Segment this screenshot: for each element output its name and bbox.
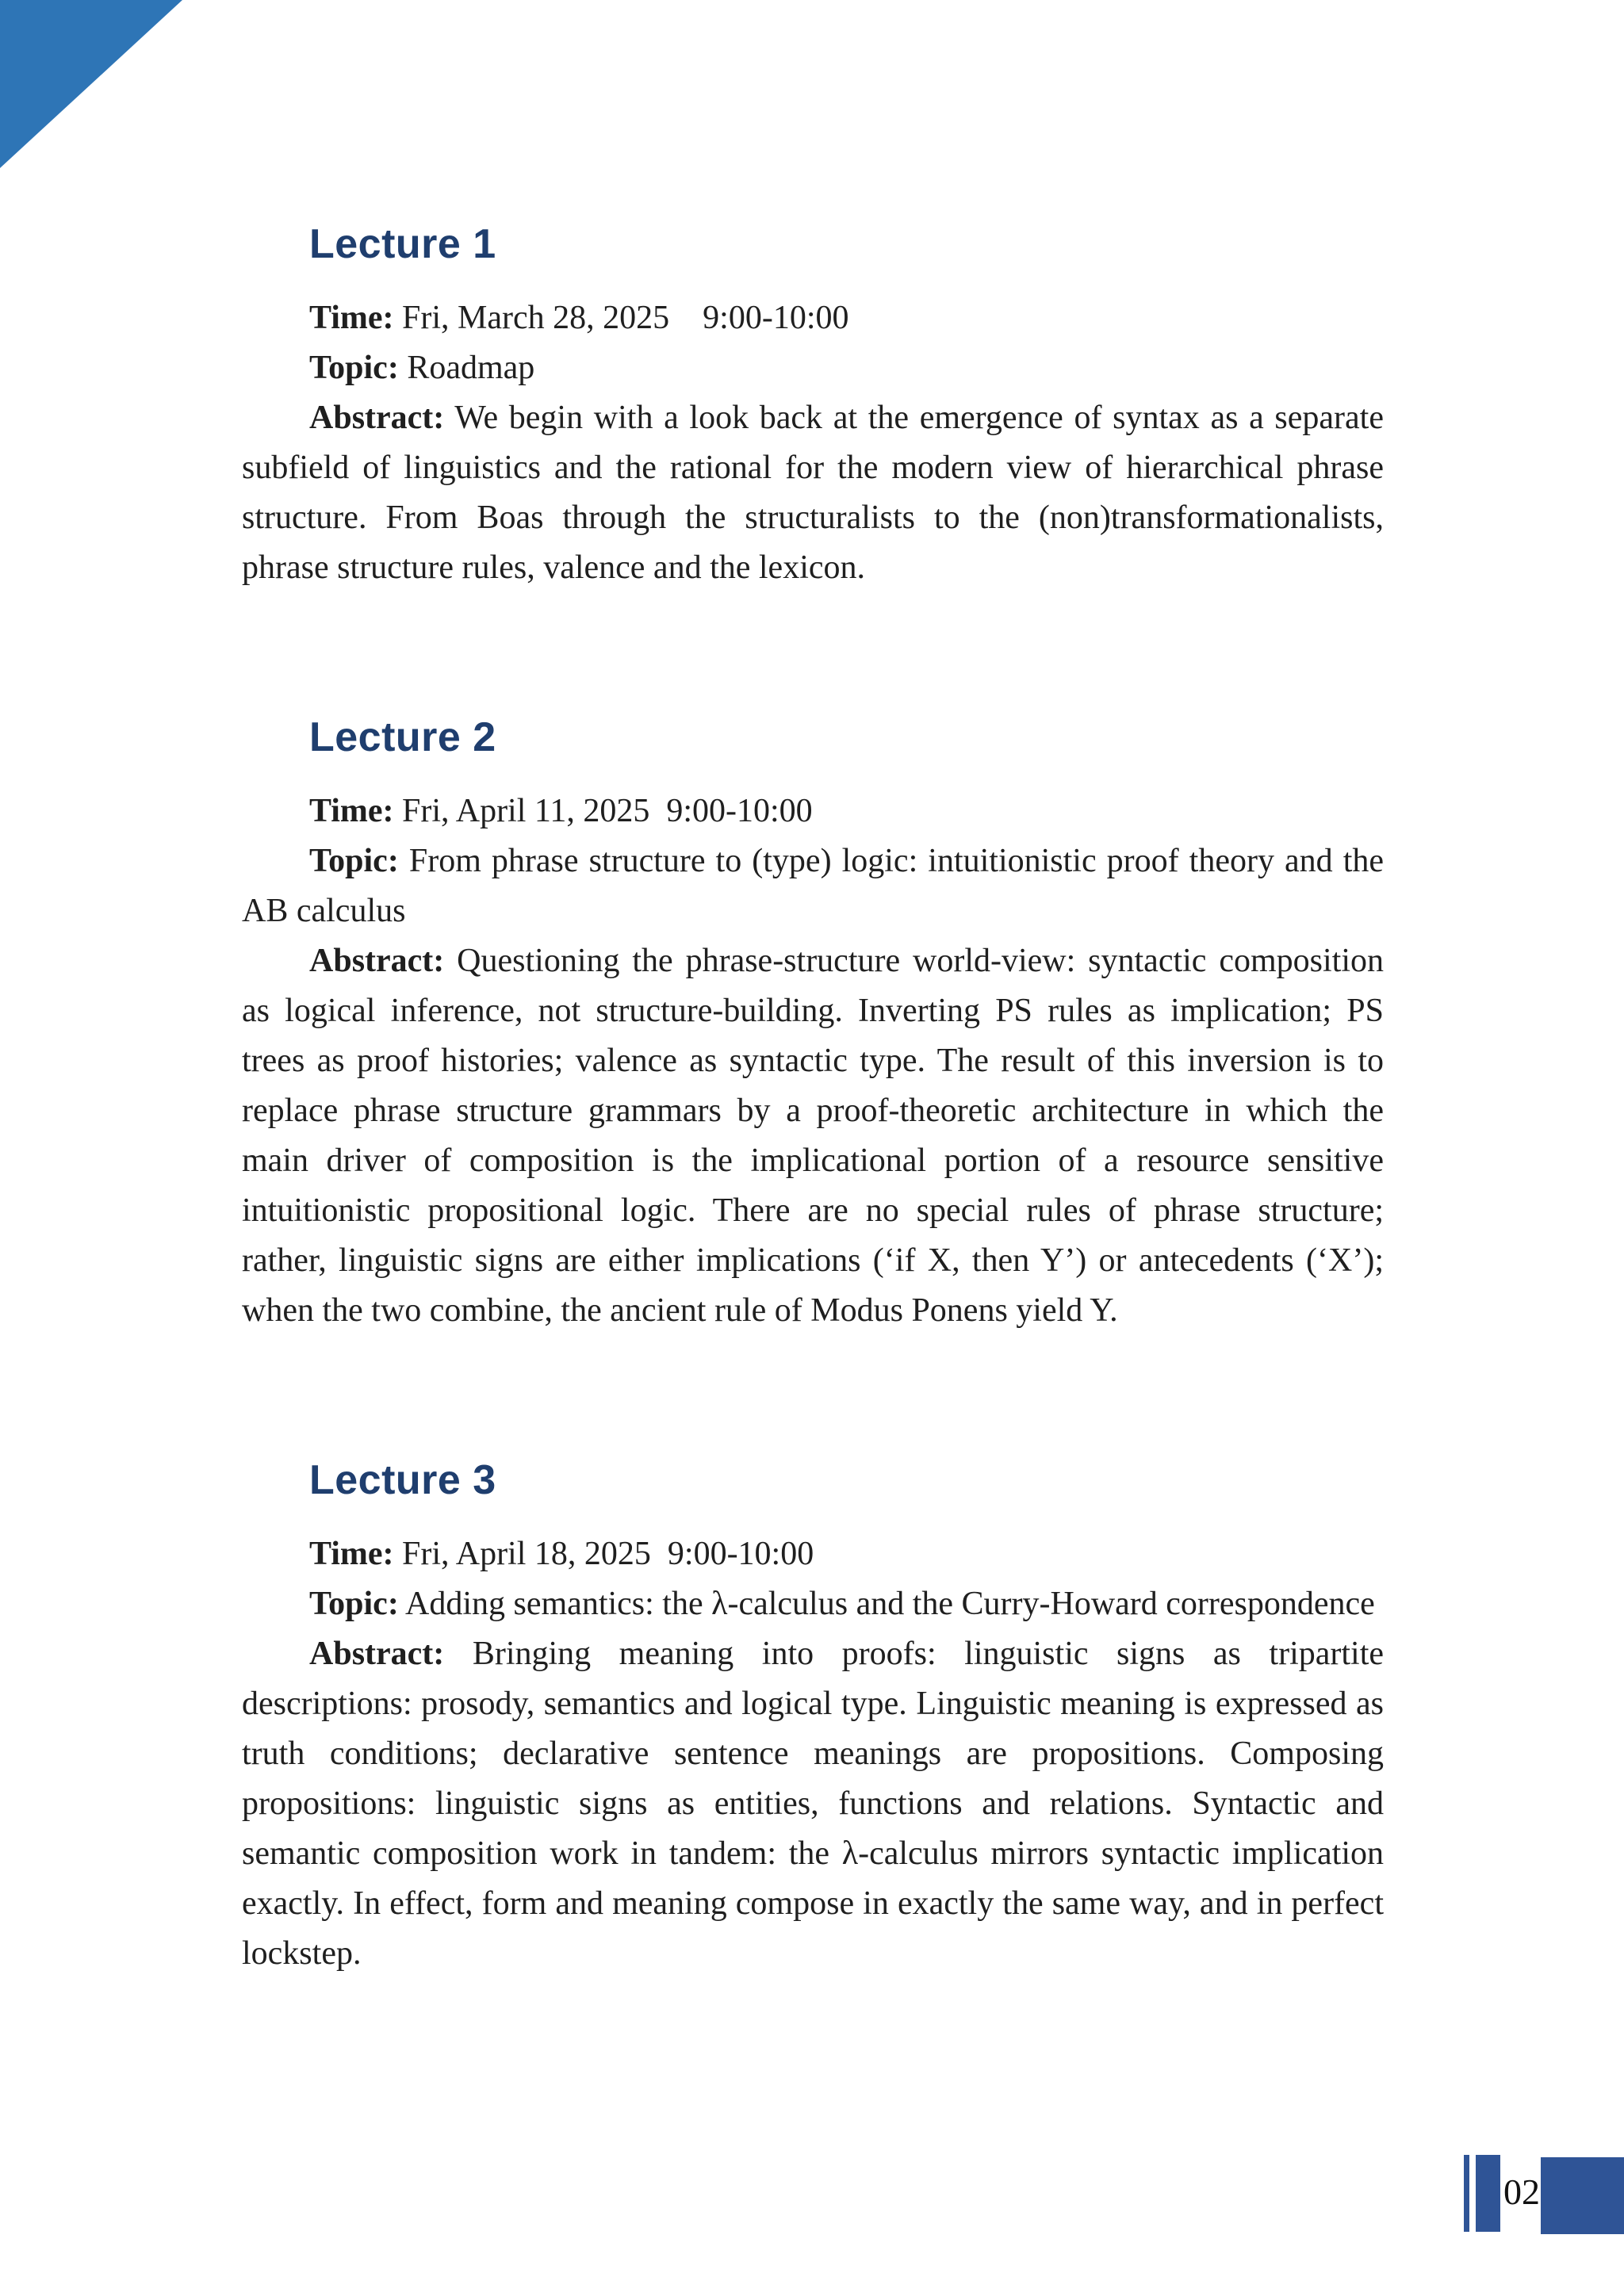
lecture-1-topic-row	[242, 343, 1384, 393]
abstract-text: Questioning the phrase-structure world-view: syntactic composition as logical inference, not structure-building. Inverting PS rules as implication; PS trees as proof histories; valence as syntactic type. The result of this inversion is to replace phrase structure grammars by a proof-theoretic architecture in which the main driver of composition is the implicational portion of a resource sensitive intuitionistic propositional logic. There are no special rules of phrase structure; rather, linguistic signs are either implications (‘if X, then Y’) or antecedents (‘X’); when the two combine, the ancient rule of Modus Ponens yield Y.	[242, 943, 1384, 1329]
time-value: Fri, March 28, 2025 9:00-10:00	[402, 300, 849, 336]
lecture-2-abstract-row	[242, 936, 1384, 1336]
footer-bar-thin	[1464, 2155, 1469, 2232]
time-label: Time:	[309, 300, 394, 336]
abstract-text: Bringing meaning into proofs: linguistic signs as tripartite descriptions: prosody, semantics and logical type. Linguistic meaning is expressed as truth conditions; declarative sentence meanings are propositions. Composing propositions: linguistic signs as entities, functions and relations. Syntactic and semantic composition work in tandem: the λ-calculus mirrors syntactic implication exactly. In effect, form and meaning compose in exactly the same way, and in perfect lockstep.	[242, 1636, 1385, 1972]
lecture-section-1	[242, 221, 1384, 593]
abstract-label: Abstract:	[309, 1636, 445, 1672]
lecture-3-abstract-row	[242, 1629, 1384, 1979]
page-number: 02	[1503, 2172, 1540, 2212]
abstract-label: Abstract:	[309, 943, 445, 979]
topic-label: Topic:	[309, 843, 399, 879]
corner-triangle-decoration	[0, 0, 182, 168]
lecture-2-time-row	[242, 786, 1384, 836]
lecture-2-title: Lecture 2	[309, 714, 496, 760]
topic-label: Topic:	[309, 1586, 399, 1622]
topic-label: Topic:	[309, 350, 399, 386]
topic-value: Adding semantics: the λ-calculus and the Curry-Howard correspondence	[405, 1586, 1375, 1622]
footer-bar-wide	[1541, 2157, 1624, 2234]
lecture-3-topic-row	[242, 1579, 1384, 1629]
topic-value: From phrase structure to (type) logic: intuitionistic proof theory and the AB calculus	[242, 843, 1384, 929]
footer-bar-medium	[1476, 2155, 1500, 2232]
time-label: Time:	[309, 793, 394, 829]
lecture-3-title: Lecture 3	[309, 1457, 496, 1503]
lecture-section-2	[242, 714, 1384, 1336]
page-content	[242, 0, 1384, 1979]
abstract-text: We begin with a look back at the emergence of syntax as a separate subfield of linguistics and the rational for the modern view of hierarchical phrase structure. From Boas through the structuralists to the (non)transformationalists, phrase structure rules, valence and the lexicon.	[242, 400, 1384, 586]
lecture-section-3	[242, 1457, 1385, 1979]
lecture-1-time-row	[242, 293, 1384, 343]
lecture-3-time-row	[242, 1529, 1384, 1579]
abstract-label: Abstract:	[309, 400, 445, 436]
lecture-2-topic-row	[242, 836, 1384, 936]
lecture-1-abstract-row	[242, 393, 1384, 593]
time-label: Time:	[309, 1536, 394, 1572]
time-value: Fri, April 18, 2025 9:00-10:00	[402, 1536, 814, 1572]
topic-value: Roadmap	[407, 350, 535, 386]
time-value: Fri, April 11, 2025 9:00-10:00	[402, 793, 813, 829]
lecture-1-title: Lecture 1	[309, 221, 496, 267]
